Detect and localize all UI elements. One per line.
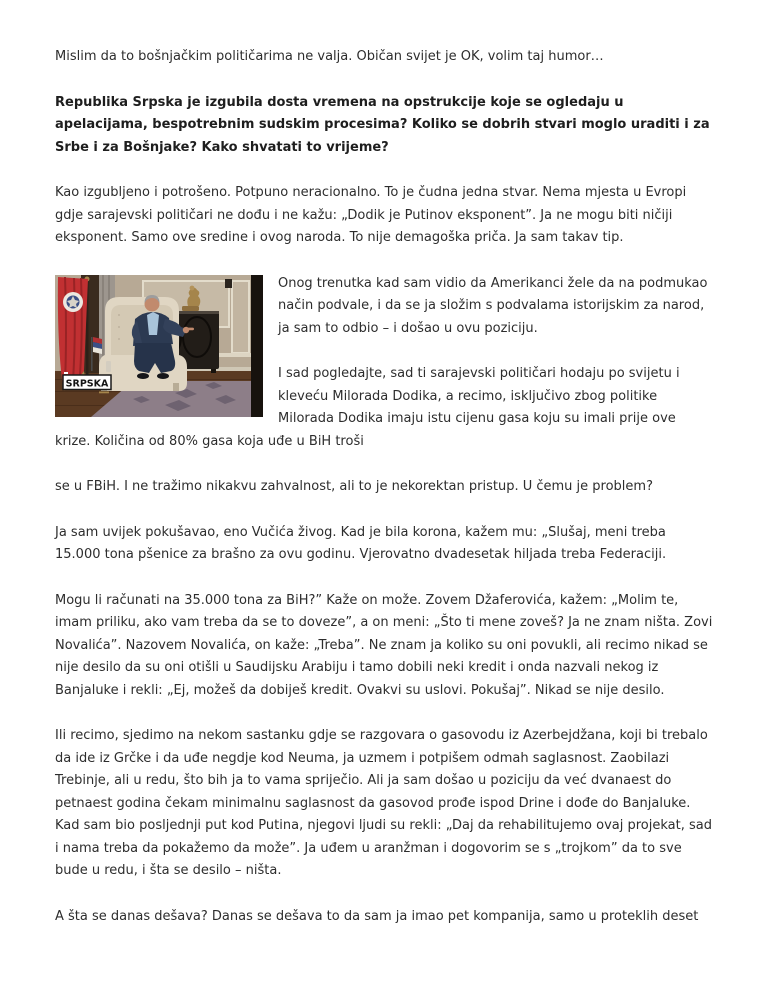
article-paragraph: Kao izgubljeno i potrošeno. Potpuno neracionalno. To je čudna jedna stvar. Nema mjesta u Evropi gdje sarajevski političari ne dođu i ne kažu: „Dodik je Putinov eksponent”. Ja ne mogu biti ničiji eksponent. Samo ove sredine i ovog naroda. To nije demagoška priča. Ja sam takav tip.	[55, 185, 687, 245]
article-paragraph: Mislim da to bošnjačkim političarima ne valja. Običan svijet je OK, volim taj humor…	[55, 49, 604, 64]
article-paragraph: Ili recimo, sjedimo na nekom sastanku gdje se razgovara o gasovodu iz Azerbejdžana, koji bi trebalo da ide iz Grčke i da uđe negdje kod Neuma, ja uzmem i potpišem odmah saglasnost. Zaobilazi Trebinje, ali u redu, što bih ja to vama spriječio. Ali ja sam došao u poziciju da već dvanaest do petnaest godina čekam minimalnu saglasnost da gasovod prođe ispod Drine i dođe do Banjaluke. Kad sam bio posljednji put kod Putina, njegovi ljudi su rekli: „Daj da rehabilitujemo ovaj projekat, sad i nama treba da pokažemo da može”. Ja uđem u aranžman i dogovorim se s „trojkom” da to sve bude u redu, i šta se desilo – ništa.	[55, 728, 712, 878]
article-paragraph: Onog trenutka kad sam vidio da Amerikanci žele da na podmukao način podvale, i da se ja složim s podvalama istorijskim za narod, ja sam to odbio – i došao u ovu poziciju.	[278, 275, 708, 336]
article-paragraph: se u FBiH. I ne tražimo nikakvu zahvalnost, ali to je nekorektan pristup. U čemu je problem?	[55, 479, 653, 494]
dark-curtain	[251, 275, 263, 417]
article-paragraph: I sad pogledajte, sad ti sarajevski političari hodaju po svijetu i kleveću Milorada Dodika, a recimo, isključivo zbog politike Milorada Dodika imaju istu cijenu gasa koju su imali prije ove krize. Količina od 80% gasa koja uđe u BiH troši	[55, 366, 680, 449]
srpska-logo-text: SRPSKA	[65, 378, 109, 389]
wall-switch	[225, 279, 232, 288]
interview-question: Republika Srpska je izgubila dosta vremena na opstrukcije koje se ogledaju u apelacijama, bespotrebnim sudskim procesima? Koliko se dobrih stvari moglo uraditi i za Srbe i za Bošnjake? Kako shvatati to vrijeme?	[55, 94, 710, 155]
photo-illustration	[55, 275, 263, 417]
article-photo	[55, 275, 263, 417]
article-paragraph: A šta se danas dešava? Danas se dešava to da sam ja imao pet kompanija, samo u proteklih deset	[55, 908, 699, 924]
article-paragraph: Ja sam uvijek pokušavao, eno Vučića živog. Kad je bila korona, kažem mu: „Slušaj, meni treba 15.000 tona pšenice za brašno za ovu godinu. Vjerovatno dvadesetak hiljada treba Federaciji.	[55, 524, 667, 562]
srpska-logo	[63, 372, 111, 393]
article-paragraph: Mogu li računati na 35.000 tona za BiH?” Kaže on može. Zovem Džaferovića, kažem: „Molim te, imam priliku, ako vam treba da se to doveze”, a on meni: „Što ti mene zoveš? Ja ne znam ništa. Zovi Novalića”. Nazovem Novalića, on kaže: „Treba”. Ne znam ja koliko su oni povukli, ali recimo nikad se nije desilo da su oni otišli u Saudijsku Arabiju i tamo dobili neki kredit i onda nazvali nekog iz Banjaluke i rekli: „Ej, možeš da dobiješ kredit. Ovakvi su uslovi. Pokušaj”. Nikad se nije desilo.	[55, 592, 713, 698]
glass	[106, 361, 111, 372]
